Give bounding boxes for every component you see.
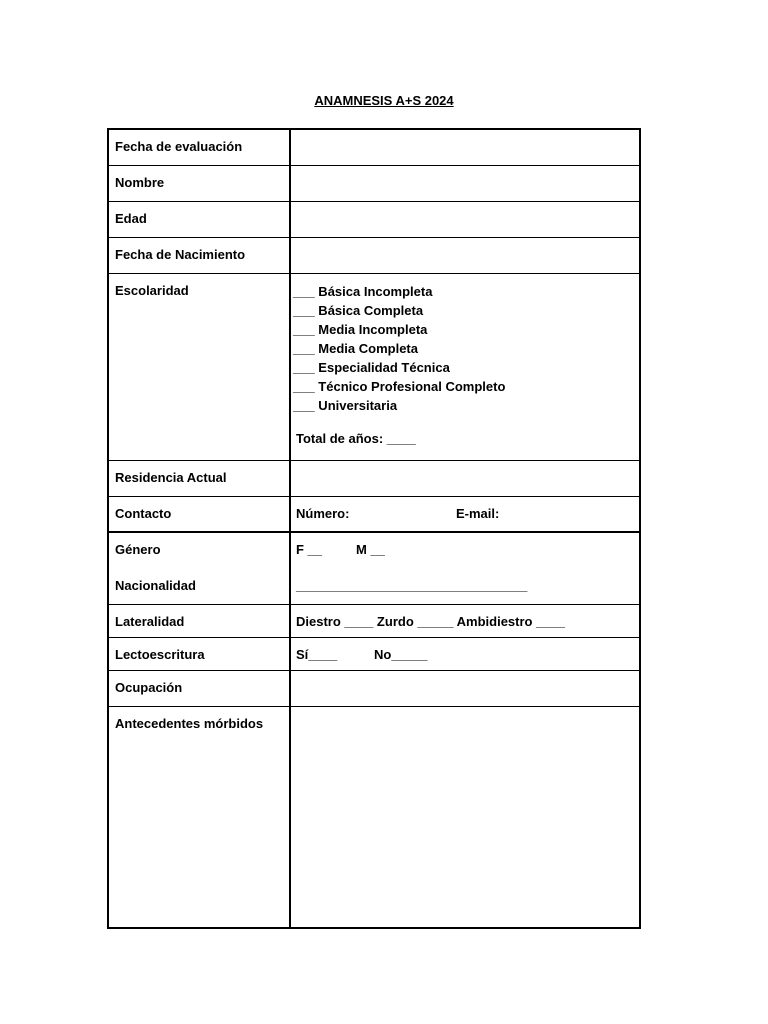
field-contacto bbox=[290, 496, 640, 532]
option-basica-completa[interactable]: ___ Básica Completa bbox=[293, 302, 424, 318]
label-fecha-evaluacion: Fecha de evaluación bbox=[108, 129, 290, 165]
row-lateralidad bbox=[108, 604, 640, 637]
label-residencia: Residencia Actual bbox=[108, 460, 290, 496]
row-genero-nacionalidad bbox=[108, 532, 640, 604]
row-ocupacion bbox=[108, 670, 640, 706]
label-genero: Género bbox=[115, 542, 161, 557]
field-lectoescritura bbox=[290, 637, 640, 670]
label-nombre: Nombre bbox=[108, 165, 290, 201]
field-fecha-nacimiento[interactable] bbox=[290, 237, 640, 273]
email-label[interactable]: E-mail: bbox=[456, 505, 500, 521]
field-nacionalidad[interactable]: ________________________________ bbox=[296, 578, 528, 593]
field-edad[interactable] bbox=[290, 201, 640, 237]
label-genero-nacionalidad bbox=[108, 532, 290, 604]
field-fecha-evaluacion[interactable] bbox=[290, 129, 640, 165]
label-lateralidad: Lateralidad bbox=[108, 604, 290, 637]
label-nacionalidad: Nacionalidad bbox=[115, 578, 196, 593]
field-genero-nacionalidad bbox=[290, 532, 640, 604]
escolaridad-options bbox=[293, 282, 639, 415]
field-nombre[interactable] bbox=[290, 165, 640, 201]
field-lateralidad[interactable]: Diestro ____ Zurdo _____ Ambidiestro ____ bbox=[290, 604, 640, 637]
row-lectoescritura bbox=[108, 637, 640, 670]
anamnesis-form-table bbox=[107, 128, 641, 929]
label-antecedentes: Antecedentes mórbidos bbox=[108, 706, 290, 928]
row-edad bbox=[108, 201, 640, 237]
genero-options bbox=[296, 542, 639, 578]
label-ocupacion: Ocupación bbox=[108, 670, 290, 706]
option-universitaria[interactable]: ___ Universitaria bbox=[293, 397, 398, 413]
option-f[interactable]: F __ bbox=[296, 542, 323, 557]
row-contacto bbox=[108, 496, 640, 532]
field-residencia[interactable] bbox=[290, 460, 640, 496]
label-contacto: Contacto bbox=[108, 496, 290, 532]
option-media-incompleta[interactable]: ___ Media Incompleta bbox=[293, 321, 428, 337]
row-residencia bbox=[108, 460, 640, 496]
option-m[interactable]: M __ bbox=[356, 542, 385, 557]
option-media-completa[interactable]: ___ Media Completa bbox=[293, 340, 418, 356]
label-fecha-nacimiento: Fecha de Nacimiento bbox=[108, 237, 290, 273]
row-fecha-nacimiento bbox=[108, 237, 640, 273]
numero-label[interactable]: Número: bbox=[296, 505, 350, 521]
option-si[interactable]: Sí____ bbox=[296, 646, 338, 662]
label-edad: Edad bbox=[108, 201, 290, 237]
option-no[interactable]: No_____ bbox=[374, 646, 428, 662]
row-fecha-evaluacion bbox=[108, 129, 640, 165]
total-anos[interactable]: Total de años: ____ bbox=[296, 430, 416, 446]
row-nombre bbox=[108, 165, 640, 201]
row-escolaridad bbox=[108, 273, 640, 460]
field-antecedentes[interactable] bbox=[290, 706, 640, 928]
label-lectoescritura: Lectoescritura bbox=[108, 637, 290, 670]
field-escolaridad bbox=[290, 273, 640, 460]
option-especialidad-tecnica[interactable]: ___ Especialidad Técnica bbox=[293, 359, 450, 375]
option-basica-incompleta[interactable]: ___ Básica Incompleta bbox=[293, 283, 433, 299]
row-antecedentes bbox=[108, 706, 640, 928]
field-ocupacion[interactable] bbox=[290, 670, 640, 706]
label-escolaridad: Escolaridad bbox=[108, 273, 290, 460]
option-tecnico-profesional[interactable]: ___ Técnico Profesional Completo bbox=[293, 378, 506, 394]
document-title: ANAMNESIS A+S 2024 bbox=[314, 93, 454, 108]
